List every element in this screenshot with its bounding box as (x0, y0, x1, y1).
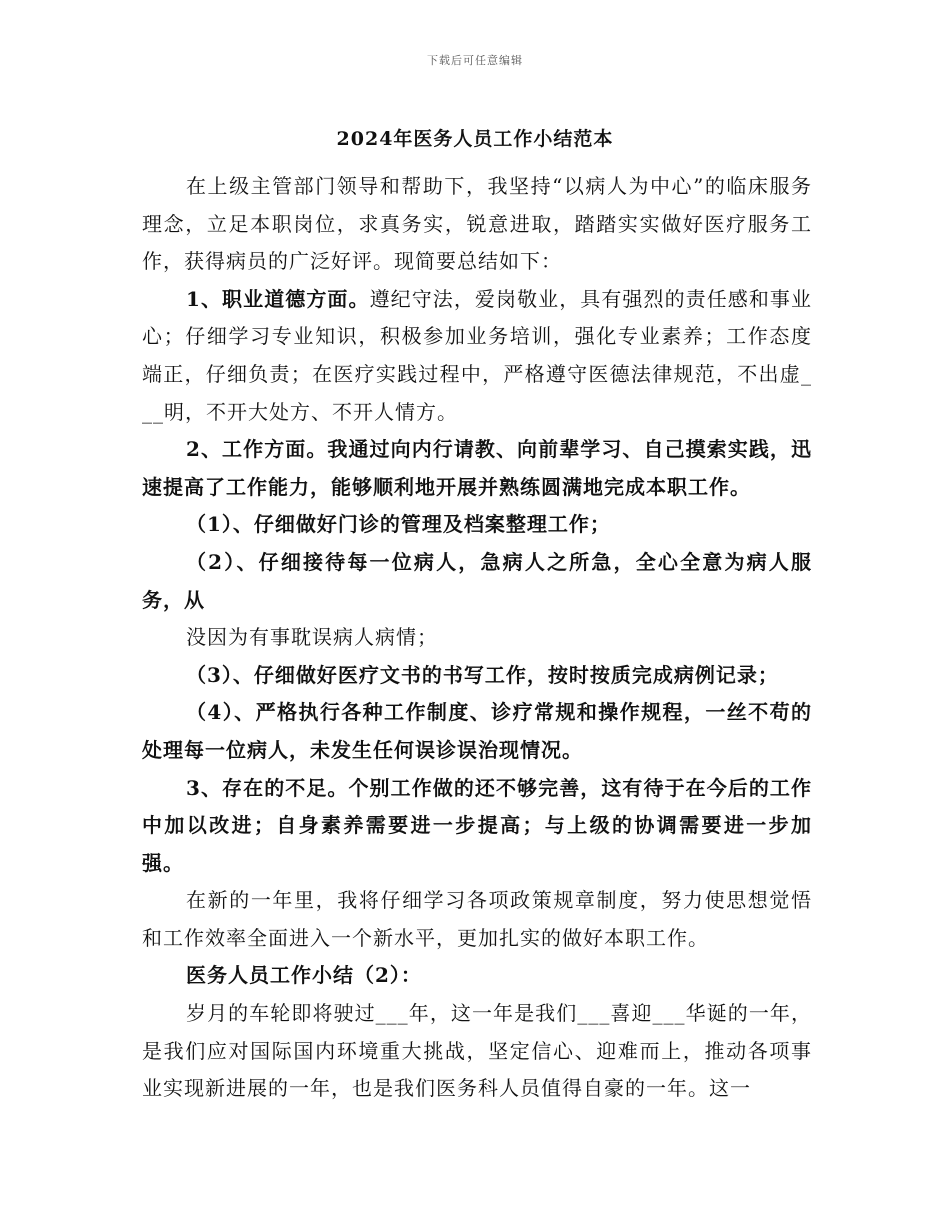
page-title: 2024年医务人员工作小结范本 (336, 128, 614, 150)
paragraph-new-year: 在新的一年里，我将仔细学习各项政策规章制度，努力使思想觉悟和工作效率全面进入一个新水平，更加扎实的做好本职工作。 (142, 888, 812, 950)
paragraph-work: 2、工作方面。我通过向内行请教、向前辈学习、自己摸索实践，迅速提高了工作能力，能够顺利地开展并熟练圆满地完成本职工作。 (142, 437, 812, 499)
paragraph-year-review: 岁月的车轮即将驶过___年，这一年是我们___喜迎___华诞的一年，是我们应对国际国内环境重大挑战，坚定信心、迎难而上，推动各项事业实现新进展的一年，也是我们医务科人员值得自豪的一年。这一 (142, 1001, 812, 1101)
section-heading-2: 医务人员工作小结（2）： (186, 963, 422, 988)
paragraph-ethics (142, 281, 812, 431)
list-item-2: （2）、仔细接待每一位病人，急病人之所急，全心全意为病人服务，从 (142, 549, 812, 612)
paragraph-intro: 在上级主管部门领导和帮助下，我坚持“以病人为中心”的临床服务理念，立足本职岗位，求真务实，锐意进取，踏踏实实做好医疗服务工作，获得病员的广泛好评。现简要总结如下： (142, 174, 812, 274)
document-body (142, 168, 812, 1108)
ethics-text: 遵纪守法，爱岗敬业，具有强烈的责任感和事业心；仔细学习专业知识，积极参加业务培训，强化专业素养；工作态度端正，仔细负责；在医疗实践过程中，严格遵守医德法律规范，不出虚___明，不开大处方、不开人情方。 (142, 286, 812, 424)
list-item-1: （1）、仔细做好门诊的管理及档案整理工作； (186, 512, 611, 537)
list-item-3: （3）、仔细做好医疗文书的书写工作，按时按质完成病例记录； (186, 662, 779, 687)
list-item-4: （4）、严格执行各种工作制度、诊疗常规和操作规程，一丝不苟的处理每一位病人，未发生任何误诊误治现情况。 (142, 700, 812, 762)
paragraph-shortcomings: 3、存在的不足。个别工作做的还不够完善，这有待于在今后的工作中加以改进；自身素养需要进一步提高；与上级的协调需要进一步加强。 (142, 775, 812, 875)
header-note: 下载后可任意编辑 (427, 54, 523, 67)
ethics-heading: 1、职业道德方面。 (186, 286, 370, 311)
list-item-2-continued: 没因为有事耽误病人病情； (186, 625, 438, 650)
